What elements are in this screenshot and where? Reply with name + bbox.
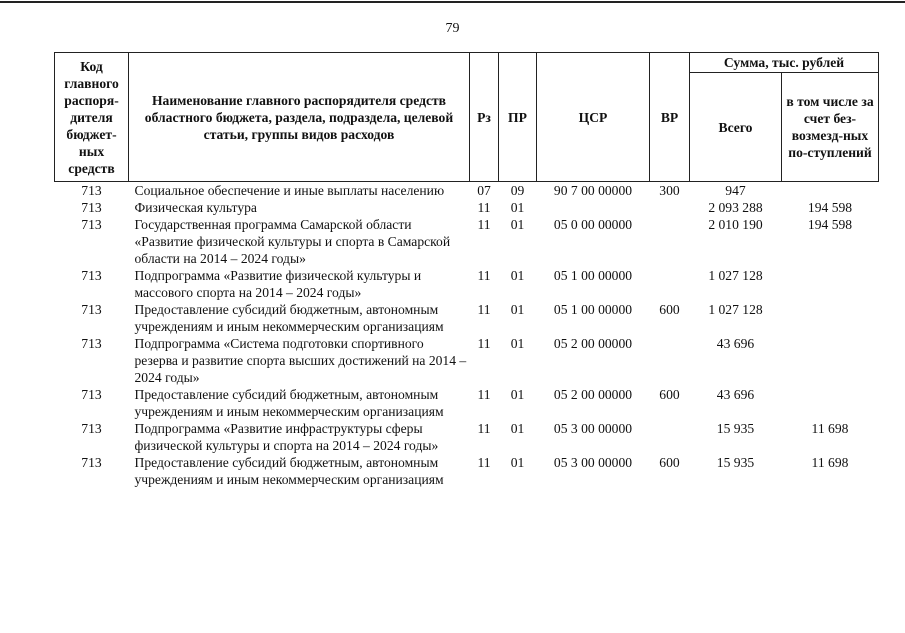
cell-incl xyxy=(782,386,879,420)
cell-vr xyxy=(650,267,690,301)
cell-name: Подпрограмма «Развитие физической культуры и массового спорта на 2014 – 2024 годы» xyxy=(134,268,422,300)
cell-incl xyxy=(782,267,879,301)
cell-vr xyxy=(650,216,690,267)
cell-rz: 11 xyxy=(477,387,491,402)
cell-pr: 09 xyxy=(510,183,525,198)
header-sum-group: Сумма, тыс. рублей xyxy=(690,53,879,73)
cell-name: Физическая культура xyxy=(134,200,257,215)
cell-vr xyxy=(650,420,690,454)
cell-name: Государственная программа Самарской области «Развитие физической культуры и спорта в Самарской области на 2014 – 2024 годы» xyxy=(134,217,451,266)
table-row xyxy=(55,199,879,216)
cell-total: 2 093 288 xyxy=(708,200,763,215)
header-vr: ВР xyxy=(650,53,690,182)
cell-name: Предоставление субсидий бюджетным, автономным учреждениям и иным некоммерческим организациям xyxy=(134,455,444,487)
cell-code: 713 xyxy=(81,455,102,470)
cell-total: 43 696 xyxy=(716,387,755,402)
table-body xyxy=(55,182,879,489)
table-header xyxy=(55,53,879,182)
cell-total: 43 696 xyxy=(716,336,755,351)
header-code: Код главного распоря-дителя бюджет-ных средств xyxy=(55,53,129,182)
header-name: Наименование главного распорядителя средств областного бюджета, раздела, подраздела, целевой статьи, группы видов расходов xyxy=(129,53,470,182)
cell-csr: 05 1 00 00000 xyxy=(553,302,633,317)
cell-vr xyxy=(650,199,690,216)
cell-code: 713 xyxy=(81,421,102,436)
cell-code: 713 xyxy=(81,387,102,402)
header-pr: ПР xyxy=(499,53,537,182)
cell-incl xyxy=(782,301,879,335)
table-row xyxy=(55,386,879,420)
cell-vr: 600 xyxy=(659,302,680,317)
cell-total: 947 xyxy=(725,183,746,198)
cell-name: Подпрограмма «Развитие инфраструктуры сферы физической культуры и спорта на 2014 – 2024 годы» xyxy=(134,421,439,453)
cell-rz: 11 xyxy=(477,217,491,232)
cell-code: 713 xyxy=(81,268,102,283)
cell-rz: 11 xyxy=(477,455,491,470)
cell-incl: 194 598 xyxy=(807,200,853,215)
cell-pr: 01 xyxy=(510,421,525,436)
header-total: Всего xyxy=(690,73,782,182)
cell-total: 2 010 190 xyxy=(708,217,763,232)
top-border-line xyxy=(0,1,905,3)
cell-name: Предоставление субсидий бюджетным, автономным учреждениям и иным некоммерческим организациям xyxy=(134,302,444,334)
cell-csr: 90 7 00 00000 xyxy=(553,183,633,198)
cell-rz: 11 xyxy=(477,421,491,436)
cell-csr: 05 3 00 00000 xyxy=(553,455,633,470)
header-rz: Рз xyxy=(470,53,499,182)
cell-vr: 300 xyxy=(659,183,680,198)
table-row xyxy=(55,454,879,488)
cell-total: 15 935 xyxy=(716,455,755,470)
cell-code: 713 xyxy=(81,217,102,232)
page-number: 79 xyxy=(445,21,460,36)
cell-code: 713 xyxy=(81,302,102,317)
cell-rz: 11 xyxy=(477,200,491,215)
cell-pr: 01 xyxy=(510,387,525,402)
cell-pr: 01 xyxy=(510,336,525,351)
cell-vr: 600 xyxy=(659,387,680,402)
table-row xyxy=(55,420,879,454)
cell-name: Подпрограмма «Система подготовки спортивного резерва и развитие спорта высших достижений на 2014 – 2024 годы» xyxy=(134,336,467,385)
cell-csr: 05 0 00 00000 xyxy=(553,217,633,232)
budget-table xyxy=(54,52,879,488)
table-row xyxy=(55,267,879,301)
cell-code: 713 xyxy=(81,200,102,215)
cell-pr: 01 xyxy=(510,217,525,232)
cell-pr: 01 xyxy=(510,200,525,215)
cell-vr: 600 xyxy=(659,455,680,470)
cell-csr xyxy=(537,199,650,216)
cell-code: 713 xyxy=(81,336,102,351)
cell-name: Социальное обеспечение и иные выплаты населению xyxy=(134,183,445,198)
cell-code: 713 xyxy=(81,183,102,198)
cell-incl xyxy=(782,335,879,386)
cell-rz: 11 xyxy=(477,268,491,283)
cell-total: 1 027 128 xyxy=(708,268,763,283)
cell-rz: 07 xyxy=(477,183,491,198)
cell-pr: 01 xyxy=(510,268,525,283)
cell-incl: 194 598 xyxy=(807,217,853,232)
cell-total: 1 027 128 xyxy=(708,302,763,317)
cell-pr: 01 xyxy=(510,302,525,317)
cell-incl: 11 698 xyxy=(811,421,849,436)
cell-total: 15 935 xyxy=(716,421,755,436)
cell-vr xyxy=(650,335,690,386)
cell-pr: 01 xyxy=(510,455,525,470)
cell-csr: 05 2 00 00000 xyxy=(553,336,633,351)
table-row xyxy=(55,301,879,335)
table-row xyxy=(55,216,879,267)
cell-incl xyxy=(782,182,879,200)
cell-name: Предоставление субсидий бюджетным, автономным учреждениям и иным некоммерческим организациям xyxy=(134,387,444,419)
table-row xyxy=(55,182,879,200)
cell-csr: 05 2 00 00000 xyxy=(553,387,633,402)
table-row xyxy=(55,335,879,386)
cell-csr: 05 1 00 00000 xyxy=(553,268,633,283)
cell-incl: 11 698 xyxy=(811,455,849,470)
header-incl: в том числе за счет без-возмезд-ных по-ступлений xyxy=(782,73,879,182)
cell-csr: 05 3 00 00000 xyxy=(553,421,633,436)
cell-rz: 11 xyxy=(477,302,491,317)
cell-rz: 11 xyxy=(477,336,491,351)
header-csr: ЦСР xyxy=(537,53,650,182)
